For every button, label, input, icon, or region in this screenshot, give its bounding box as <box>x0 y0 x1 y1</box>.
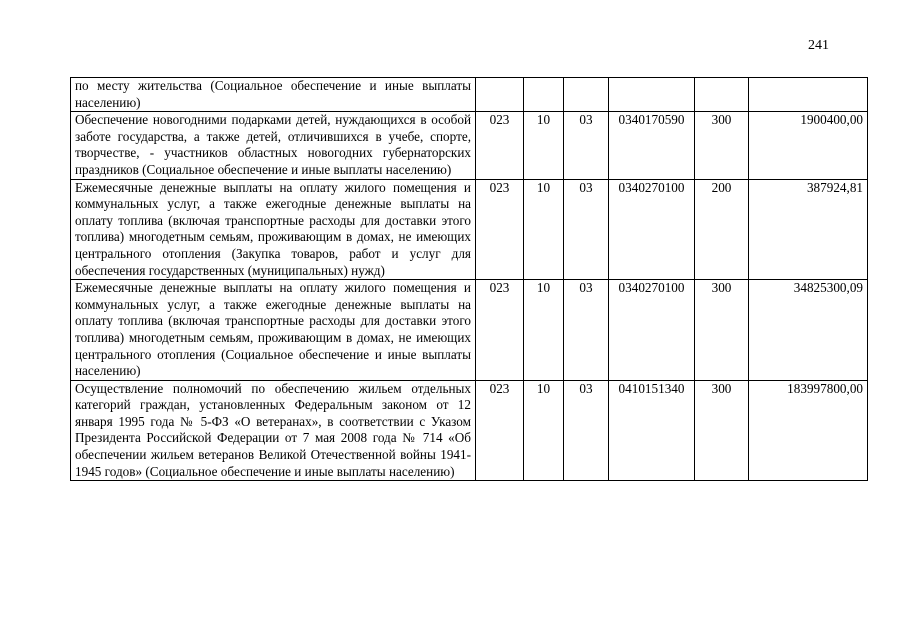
cell-subsection-code: 03 <box>564 112 609 179</box>
cell-section-code: 10 <box>524 380 564 481</box>
cell-section-code: 10 <box>524 280 564 381</box>
cell-description: Ежемесячные денежные выплаты на оплату жилого помещения и коммунальных услуг, а также ежегодные денежные выплаты на оплату топлива (включая транспортные расходы для доставки этого топлива) многодетным семьям, проживающим в домах, не имеющих центрального отопления (Закупка товаров, работ и услуг для обеспечения государственных (муниципальных) нужд) <box>71 179 476 280</box>
cell-section-code: 10 <box>524 112 564 179</box>
cell-description: по месту жительства (Социальное обеспечение и иные выплаты населению) <box>71 78 476 112</box>
cell-subsection-code: 03 <box>564 179 609 280</box>
cell-target-code: 0340270100 <box>609 179 695 280</box>
cell-target-code: 0340170590 <box>609 112 695 179</box>
cell-amount: 387924,81 <box>749 179 868 280</box>
cell-description: Ежемесячные денежные выплаты на оплату жилого помещения и коммунальных услуг, а также ежегодные денежные выплаты на оплату топлива (включая транспортные расходы для доставки этого топлива) многодетным семьям, проживающим в домах, не имеющих центрального отопления (Социальное обеспечение и иные выплаты населению) <box>71 280 476 381</box>
cell-ministry-code <box>476 78 524 112</box>
table-row <box>71 380 868 481</box>
cell-amount: 1900400,00 <box>749 112 868 179</box>
table-row <box>71 179 868 280</box>
cell-expense-type-code: 300 <box>695 280 749 381</box>
cell-ministry-code: 023 <box>476 280 524 381</box>
cell-ministry-code: 023 <box>476 179 524 280</box>
table-row <box>71 112 868 179</box>
cell-expense-type-code: 300 <box>695 380 749 481</box>
page-number: 241 <box>808 38 829 53</box>
cell-target-code: 0340270100 <box>609 280 695 381</box>
cell-subsection-code: 03 <box>564 380 609 481</box>
cell-description: Обеспечение новогодними подарками детей, нуждающихся в особой заботе государства, а также детей, отличившихся в учебе, спорте, творчестве, - участников областных новогодних губернаторских праздников (Социальное обеспечение и иные выплаты населению) <box>71 112 476 179</box>
cell-amount: 34825300,09 <box>749 280 868 381</box>
table-body <box>71 78 868 481</box>
cell-ministry-code: 023 <box>476 112 524 179</box>
cell-amount <box>749 78 868 112</box>
cell-expense-type-code <box>695 78 749 112</box>
cell-expense-type-code: 200 <box>695 179 749 280</box>
cell-ministry-code: 023 <box>476 380 524 481</box>
cell-target-code <box>609 78 695 112</box>
cell-section-code <box>524 78 564 112</box>
cell-subsection-code <box>564 78 609 112</box>
cell-expense-type-code: 300 <box>695 112 749 179</box>
table-row <box>71 78 868 112</box>
cell-amount: 183997800,00 <box>749 380 868 481</box>
cell-section-code: 10 <box>524 179 564 280</box>
cell-target-code: 0410151340 <box>609 380 695 481</box>
table-row <box>71 280 868 381</box>
budget-table <box>70 77 868 481</box>
cell-subsection-code: 03 <box>564 280 609 381</box>
cell-description: Осуществление полномочий по обеспечению жильем отдельных категорий граждан, установленных Федеральным законом от 12 января 1995 года № 5-ФЗ «О ветеранах», в соответствии с Указом Президента Российской Федерации от 7 мая 2008 года № 714 «Об обеспечении жильем ветеранов Великой Отечественной войны 1941-1945 годов» (Социальное обеспечение и иные выплаты населению) <box>71 380 476 481</box>
